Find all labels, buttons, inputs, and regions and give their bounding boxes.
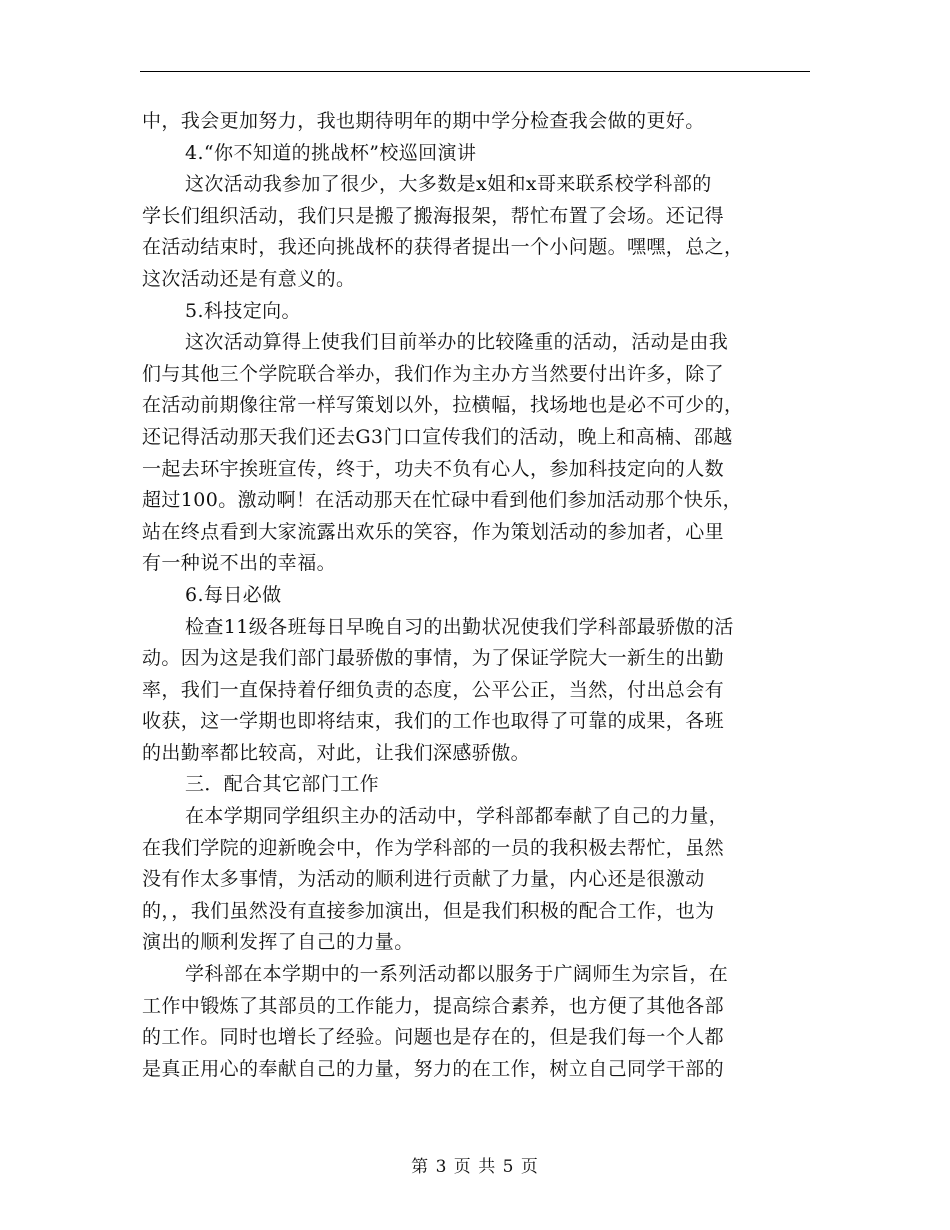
text-line: 是真正用心的奉献自己的力量，努力的在工作，树立自己同学干部的 — [142, 1057, 725, 1080]
text-line: 率，我们一直保持着仔细负责的态度，公平公正，当然，付出总会有 — [142, 678, 725, 701]
text-line: 5.科技定向。 — [185, 299, 301, 322]
text-line: 没有作太多事情，为活动的顺利进行贡献了力量，内心还是很激动 — [142, 868, 705, 891]
text-line: 收获，这一学期也即将结束，我们的工作也取得了可靠的成果，各班 — [142, 710, 725, 733]
text-line: 还记得活动那天我们还去G3门口宣传我们的活动，晚上和高楠、邵越 — [142, 425, 733, 448]
page-footer: 第 3 页 共 5 页 — [411, 1157, 539, 1177]
text-line: 中，我会更加努力，我也期待明年的期中学分检查我会做的更好。 — [142, 110, 705, 132]
text-line: 这次活动算得上使我们目前举办的比较隆重的活动，活动是由我 — [185, 331, 729, 354]
text-line: 站在终点看到大家流露出欢乐的笑容，作为策划活动的参加者，心里 — [142, 520, 725, 543]
text-line: 在我们学院的迎新晚会中，作为学科部的一员的我积极去帮忙，虽然 — [142, 836, 725, 859]
text-line: 的工作。同时也增长了经验。问题也是存在的，但是我们每一个人都 — [142, 1026, 725, 1049]
text-line: 学长们组织活动，我们只是搬了搬海报架，帮忙布置了会场。还记得 — [142, 204, 725, 227]
text-line: 检查11级各班每日早晚自习的出勤状况使我们学科部最骄傲的活 — [185, 615, 734, 638]
text-line: 一起去环宇挨班宣传，终于，功夫不负有心人，参加科技定向的人数 — [142, 457, 725, 480]
text-line: 的，，我们虽然没有直接参加演出，但是我们积极的配合工作，也为 — [142, 899, 715, 922]
text-line: 超过100。激动啊！在活动那天在忙碌中看到他们参加活动那个快乐， — [142, 489, 743, 512]
text-line: 们与其他三个学院联合举办，我们作为主办方当然要付出许多，除了 — [142, 362, 725, 385]
text-line: 6.每日必做 — [185, 583, 282, 606]
text-line: 工作中锻炼了其部员的工作能力，提高综合素养，也方便了其他各部 — [142, 994, 725, 1017]
text-line: 的出勤率都比较高，对此，让我们深感骄傲。 — [142, 741, 531, 764]
text-line: 这次活动我参加了很少，大多数是x姐和x哥来联系校学科部的 — [185, 173, 712, 196]
text-line: 这次活动还是有意义的。 — [142, 267, 356, 290]
text-line: 有一种说不出的幸福。 — [142, 552, 337, 575]
text-line: 演出的顺利发挥了自己的力量。 — [142, 931, 414, 954]
text-line: 动。因为这是我们部门最骄傲的事情，为了保证学院大一新生的出勤 — [142, 647, 725, 670]
text-line: 学科部在本学期中的一系列活动都以服务于广阔师生为宗旨，在 — [185, 963, 729, 986]
header-rule — [140, 71, 810, 72]
text-line: 在活动前期像往常一样写策划以外，拉横幅，找场地也是必不可少的， — [142, 394, 744, 417]
text-line: 在本学期同学组织主办的活动中，学科部都奉献了自己的力量， — [185, 805, 729, 828]
document-body — [142, 106, 810, 1085]
text-line: 三．配合其它部门工作 — [185, 773, 380, 796]
text-line: 4.“你不知道的挑战杯”校巡回演讲 — [185, 141, 477, 164]
text-line: 在活动结束时，我还向挑战杯的获得者提出一个小问题。嘿嘿，总之， — [142, 236, 744, 259]
